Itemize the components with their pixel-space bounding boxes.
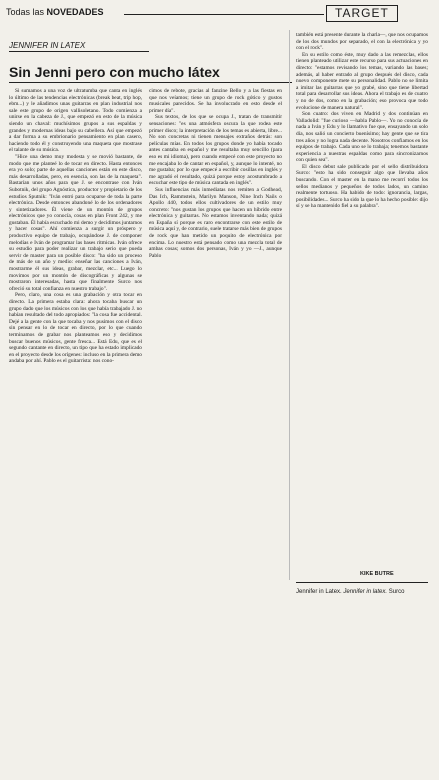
paragraph: cimos de rebote, gracias al fanzine Bello y a las fiestas en que nos veíamos; tiene un grupo de rock gótico y gustos musicales parecidos. Se ha involucrado en esto desde el primer día". (149, 88, 282, 114)
article-kicker: JENNIFER IN LATEX (9, 41, 149, 52)
paragraph: En su estilo como éste, muy dado a las remezclas, ellos tienen planteado utilizar este recurso para sus actuaciones en directo: "estamos revisando los temas, variando las bases; además, al haber entrado al grupo después del disco, cada nuevo componente mete su personalidad. Pablo no se limita a imitar las guitarras que yo grabé, sino que tiene libertad total para desarrollar sus ideas. Ahora el trabajo es de cuatro y no de dos, como en la grabación; eso provoca que todo evolucione de manera natural". (296, 51, 428, 111)
review-caption: Jennifer in Latex. Jennifer in latex. Surco (296, 589, 405, 595)
paragraph: también está presente durante la charla—, que nos ocupamos de los dos mundos por separado, el con la electrónica y yo con el rock". (296, 32, 428, 52)
article-headline: Sin Jenni pero con mucho látex (9, 64, 220, 80)
paragraph: Si sumamos a una voz de ultratumba que canta en inglés lo último de las tendencias electrónicas (break beat, trip hop, ebm...) y le añadimos unas guitarras en plan industrial nos sale este grupo de origen vallisoletano. Todo comienza a unirse en la cabeza de J., que empezó en esto de la música siendo un chaval: muchísimos grupos a sus espaldas y grandes y modernas ideas bajo su cabellera. Así que empezó a dar forma a su embrionario pensamiento en plan casero, haciendo todo él y construyendo una maqueta que mostrase el talante de su música. (9, 88, 142, 154)
paragraph: "Hice una demo muy modesta y se movió bastante, de modo que me planteé lo de tocar en directo. Hasta entonces era yo solo; parte de aquellas canciones están en este disco, más desarrolladas, pero, en esencia, son las de la maqueta". Bastarían unos años para que J. se encontrase con Iván Subotnik, del grupo Agnóstica, productor y propietario de los estudios Sputnik: "Iván entró para ocuparse de toda la parte electrónica. Desde entonces abandoné lo de los ordenadores y sintetizadores. Él viene de un montón de grupos electrónicos que yo conocía, cosas en plan Front 242, y me gustaban. Él había escuchado mi demo y decidimos juntarnos y hacer cosas". Ahí comienza a surgir un próspero y productivo equipo de trabajo, ocupándose J. de componer melodías e Iván de programar las bases rítmicas. Iván ofrece su estudio para poder realizar un trabajo serio que pueda servir de master para un posible disco: "ha sido un proceso de más de un año y medio: enseñar las canciones a Iván, mostrarme él sus ideas, grabar, mezclar, etc... Luego lo movimos por un montón de discográficas y algunas se mostraron interesadas, hasta que finalmente Surco nos ofreció su total confianza en nuestro trabajo". (9, 153, 142, 292)
paragraph: Sus influencias más inmediatas nos remiten a Godhead, Das Ich, Rammstein, Marilyn Manson, Nine Inch Nails o Apollo 440, todos ellos cultivadores de un estilo muy concreto: "nos gustan los grupos que hacen un híbrido entre electrónica y guitarras. No estamos inventando nada; quizá en España sí porque es raro encontrarse con este estilo de música aquí y, de contrario, suele tratarse más bien de grupos de rock que han metido un poquito de electrónica por encima. Lo nuestro está pensado como una mezcla total de ambas cosas; somos dos personas, Iván y yo —J., aunque Pablo (149, 186, 282, 259)
paragraph: Sus textos, de los que se ocupa J., tratan de transmitir sensaciones: "es una atmósfera oscura la que rodea este primer disco; la interpretación de los temas es abierta, libre... No son concretas ni tienen mensajes extraños detrás: son películas mías. En todos los grupos donde yo había tocado antes cantaba en español y me resultaba muy sencillo (para eso es mi idioma), pero cuando empecé con este proyecto no me encajaba lo de cantar en español, y, aunque lo intenté, no me gustaba; por lo que empecé a escribir cosillas en inglés y me agradó el resultado, quizá porque estoy acostumbrado a escuchar este tipo de música cantada en inglés". (149, 114, 282, 187)
headline-rule (9, 82, 292, 83)
paragraph: Son cuatro: dos viven en Madrid y dos continúan en Valladolid: "fue curioso —habla Pablo—. Yo no conocía de nada a Iván y Edu y lo llamativo fue que, ensayando un solo día, nos salió un concierto buenísimo; hay gente que se tira tres años y no logra nada decente. Nosotros confiamos en los equipos de trabajo. Cada uno se lo trabaja; tenemos bastante experiencia a nuestras espaldas como para sincronizarnos con quien sea". (296, 111, 428, 164)
paragraph: Pero, claro, una cosa es una grabación y otra tocar en directo. La primera estaba clara: ahora tocaba buscar un grupo dado que los músicos con los que había trabajado J. no habían resultado del todo apropiados: "la cosa fue accidental. Dejé a la gente con la que tocaba y nos pusimos con el disco sin pensar en lo de tocar en directo, por lo que cuando terminamos de grabar nos planteamos eso y decidimos buscar buenos músicos, gente fresca... Está Edu, que es el segundo cantante en directo, un tipo que ha estado implicado en el proyecto desde los orígenes: incluso en la primera demo andaba por ahí. Pablo es el guitarrista: nos cono- (9, 292, 142, 365)
article-column-3 (296, 32, 428, 567)
article-column-1 (9, 88, 142, 778)
section-label: TARGET (326, 5, 398, 22)
section-title: Todas las NOVEDADES (6, 7, 104, 17)
article-column-2 (149, 88, 282, 688)
page-header (6, 5, 430, 23)
header-rule (124, 14, 324, 15)
author-byline: KIKE BUTRE (360, 571, 394, 577)
paragraph: El disco debut sale publicado por el sello distribuidora Surco: "esto ha sido conseguir algo que llevaba años buscando. Con el master en la mano me recorrí todos los sellos medianos y pequeños de todos lados, un camino realmente tortuoso. Ha habido de todo: ignorancia, largas, posibilidades... Surco ha sido la que lo ha hecho posible: dijo sí y se ha mantenido fiel a su palabra". (296, 163, 428, 210)
column-divider (289, 30, 290, 580)
caption-rule (296, 582, 428, 583)
